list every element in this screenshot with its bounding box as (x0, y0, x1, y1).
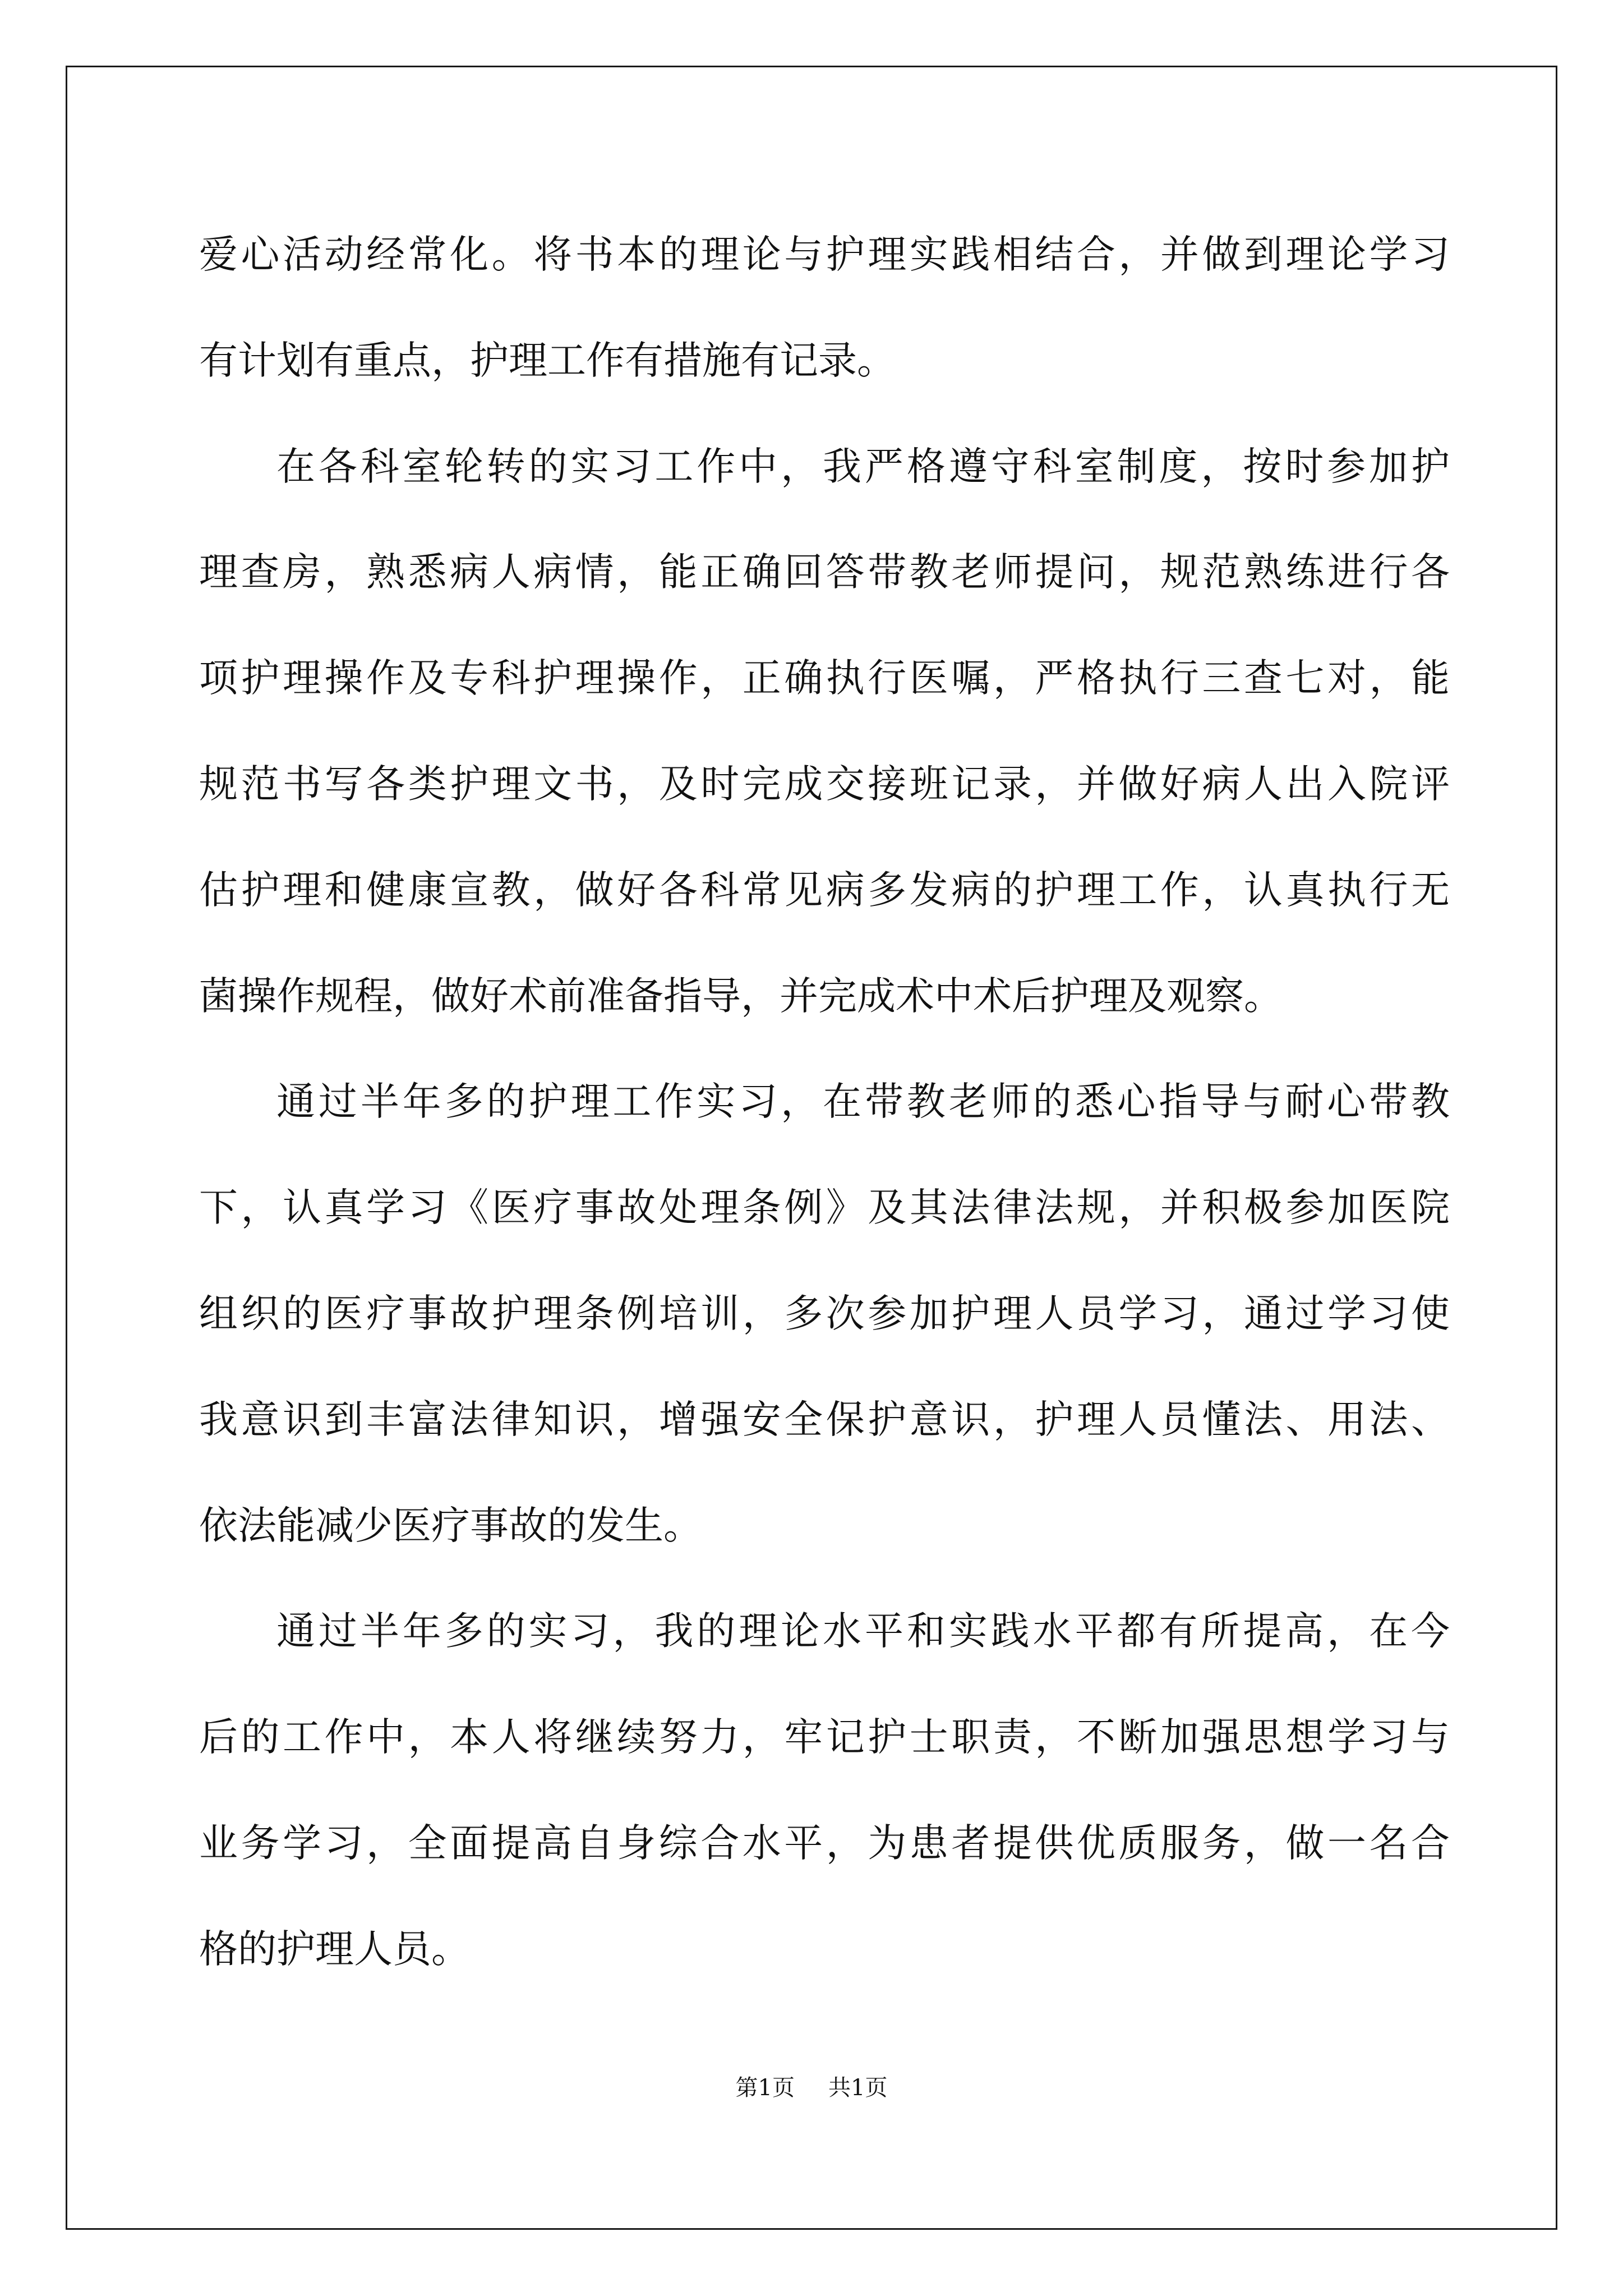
text-line: 依法能减少医疗事故的发生。 (199, 1503, 702, 1548)
page-footer (0, 2071, 1623, 2105)
text-line: 我意识到丰富法律知识，增强安全保护意识，护理人员懂法、用法、 (199, 1397, 1450, 1442)
text-line: 业务学习，全面提高自身综合水平，为患者提供优质服务，做一名合 (199, 1820, 1450, 1866)
text-line: 后的工作中，本人将继续努力，牢记护士职责，不断加强思想学习与 (199, 1715, 1450, 1760)
document-body (199, 202, 1450, 2003)
text-line: 项护理操作及专科护理操作，正确执行医嘱，严格执行三查七对，能 (199, 656, 1450, 701)
text-line: 通过半年多的实习，我的理论水平和实践水平都有所提高，在今 (276, 1609, 1450, 1654)
text-line: 菌操作规程，做好术前准备指导，并完成术中术后护理及观察。 (199, 973, 1283, 1019)
text-line: 组织的医疗事故护理条例培训，多次参加护理人员学习，通过学习使 (199, 1291, 1450, 1336)
text-line: 爱心活动经常化。将书本的理论与护理实践相结合，并做到理论学习 (199, 232, 1450, 277)
text-line: 下，认真学习《医疗事故处理条例》及其法律法规，并积极参加医院 (199, 1185, 1450, 1231)
text-line: 理查房，熟悉病人病情，能正确回答带教老师提问，规范熟练进行各 (199, 550, 1450, 595)
text-line: 通过半年多的护理工作实习，在带教老师的悉心指导与耐心带教 (276, 1079, 1450, 1125)
text-line: 估护理和健康宣教，做好各科常见病多发病的护理工作，认真执行无 (199, 867, 1450, 913)
text-line: 格的护理人员。 (199, 1926, 470, 1972)
text-line: 规范书写各类护理文书，及时完成交接班记录，并做好病人出入院评 (199, 761, 1450, 807)
text-line: 在各科室轮转的实习工作中，我严格遵守科室制度，按时参加护 (276, 444, 1450, 489)
page-number: 第1页 (735, 2075, 795, 2101)
page-total: 共1页 (828, 2075, 888, 2101)
text-line: 有计划有重点，护理工作有措施有记录。 (199, 338, 896, 383)
